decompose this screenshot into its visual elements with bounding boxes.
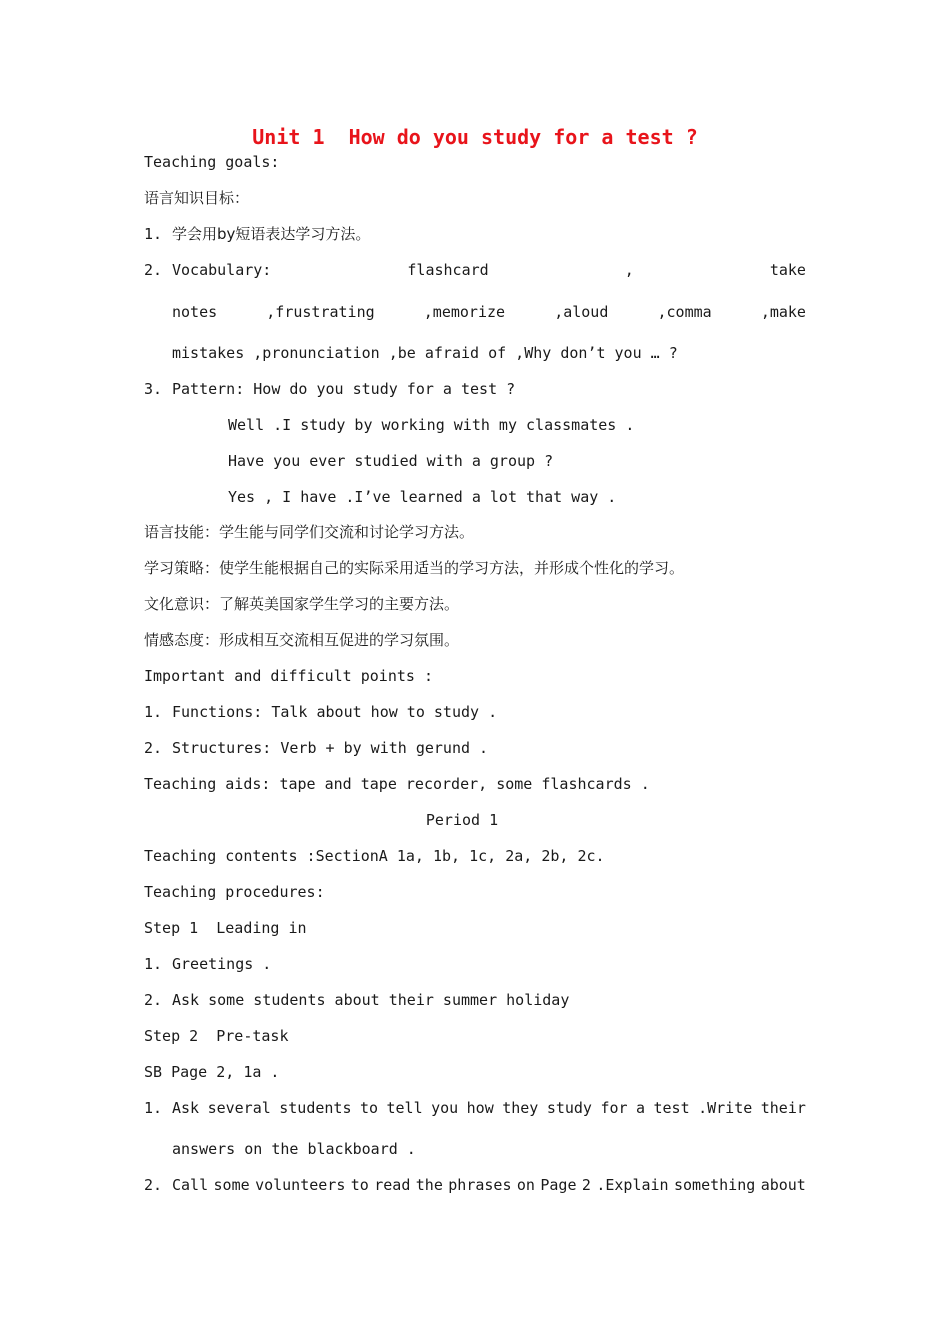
pattern-line: Pattern: How do you study for a test ?: [172, 380, 516, 398]
word: something: [674, 1176, 756, 1194]
word: .Write: [698, 1099, 753, 1117]
word: how: [466, 1099, 494, 1117]
pattern-example: Have you ever studied with a group ?: [228, 452, 554, 470]
sb-page-reference: SB Page 2, 1a .: [144, 1063, 280, 1081]
word: 2: [581, 1176, 591, 1194]
item-1-text: 学会用by短语表达学习方法。: [172, 225, 371, 243]
vocab-word: take: [769, 261, 806, 279]
word: you: [431, 1099, 459, 1117]
word: about: [760, 1176, 806, 1194]
item-2-number: 2.: [144, 261, 163, 279]
step-1-heading: Step 1 Leading in: [144, 919, 307, 937]
cultural-awareness: 文化意识：了解英美国家学生学习的主要方法。: [144, 595, 460, 613]
important-points-heading: Important and difficult points :: [144, 667, 433, 685]
pattern-example: Yes , I have .I’ve learned a lot that way .: [228, 488, 617, 506]
teaching-aids: Teaching aids: tape and tape recorder, some flashcards .: [144, 775, 650, 793]
word: their: [760, 1099, 806, 1117]
word: several: [207, 1099, 271, 1117]
word: Call: [172, 1176, 209, 1194]
word: they: [502, 1099, 539, 1117]
word: .Explain: [596, 1176, 669, 1194]
word: to: [350, 1176, 369, 1194]
page-title: Unit 1 How do you study for a test ?: [252, 125, 698, 149]
word: read: [374, 1176, 411, 1194]
vocabulary-row-2: [172, 302, 806, 322]
step1-item-1-text: Greetings .: [172, 955, 272, 973]
point-2-number: 2.: [144, 739, 163, 757]
vocabulary-row-1: [172, 260, 806, 280]
vocab-word: Vocabulary:: [172, 261, 272, 279]
word: students: [279, 1099, 352, 1117]
vocab-word: notes: [172, 303, 218, 321]
vocab-word: ,aloud: [554, 303, 609, 321]
vocab-word: ,frustrating: [266, 303, 375, 321]
word: the: [415, 1176, 443, 1194]
pattern-example: Well .I study by working with my classmates .: [228, 416, 635, 434]
step1-item-2-number: 2.: [144, 991, 163, 1009]
point-2-text: Structures: Verb + by with gerund .: [172, 739, 489, 757]
word: Ask: [172, 1099, 200, 1117]
item-3-number: 3.: [144, 380, 163, 398]
vocab-word: ,make: [760, 303, 806, 321]
item-1-number: 1.: [144, 225, 163, 243]
vocab-word: ,memorize: [423, 303, 506, 321]
teaching-procedures-heading: Teaching procedures:: [144, 883, 325, 901]
step1-item-1-number: 1.: [144, 955, 163, 973]
word: Page: [540, 1176, 577, 1194]
emotional-attitude: 情感态度：形成相互交流相互促进的学习氛围。: [144, 631, 460, 649]
word: tell: [386, 1099, 423, 1117]
word: test: [653, 1099, 690, 1117]
step2-item-2-number: 2.: [144, 1176, 163, 1194]
word: study: [546, 1099, 592, 1117]
vocab-word: ,comma: [657, 303, 712, 321]
word: on: [516, 1176, 535, 1194]
step2-item-1-row-1: [172, 1098, 806, 1118]
language-knowledge-heading: 语言知识目标：: [144, 189, 250, 207]
word: to: [359, 1099, 379, 1117]
point-1-number: 1.: [144, 703, 163, 721]
word: phrases: [448, 1176, 512, 1194]
learning-strategy: 学习策略：使学生能根据自己的实际采用适当的学习方法，并形成个性化的学习。: [144, 559, 685, 577]
step1-item-2-text: Ask some students about their summer holiday: [172, 991, 570, 1009]
step2-item-2-row-1: [172, 1175, 806, 1195]
language-skills: 语言技能：学生能与同学们交流和讨论学习方法。: [144, 523, 475, 541]
word: for: [600, 1099, 628, 1117]
period-heading: [0, 810, 950, 830]
step2-item-1-row-2: answers on the blackboard .: [172, 1140, 416, 1158]
word: a: [636, 1099, 646, 1117]
word: some: [213, 1176, 250, 1194]
vocabulary-row-3: mistakes ,pronunciation ,be afraid of ,Why don’t you … ?: [172, 344, 678, 362]
word: volunteers: [255, 1176, 346, 1194]
period-label: Period 1: [425, 811, 499, 829]
point-1-text: Functions: Talk about how to study .: [172, 703, 498, 721]
teaching-contents: Teaching contents :SectionA 1a, 1b, 1c, 2a, 2b, 2c.: [144, 847, 605, 865]
step-2-heading: Step 2 Pre-task: [144, 1027, 289, 1045]
vocab-word: flashcard: [407, 261, 489, 279]
vocab-word: ,: [624, 261, 634, 279]
teaching-goals-heading: Teaching goals:: [144, 153, 280, 171]
step2-item-1-number: 1.: [144, 1099, 163, 1117]
